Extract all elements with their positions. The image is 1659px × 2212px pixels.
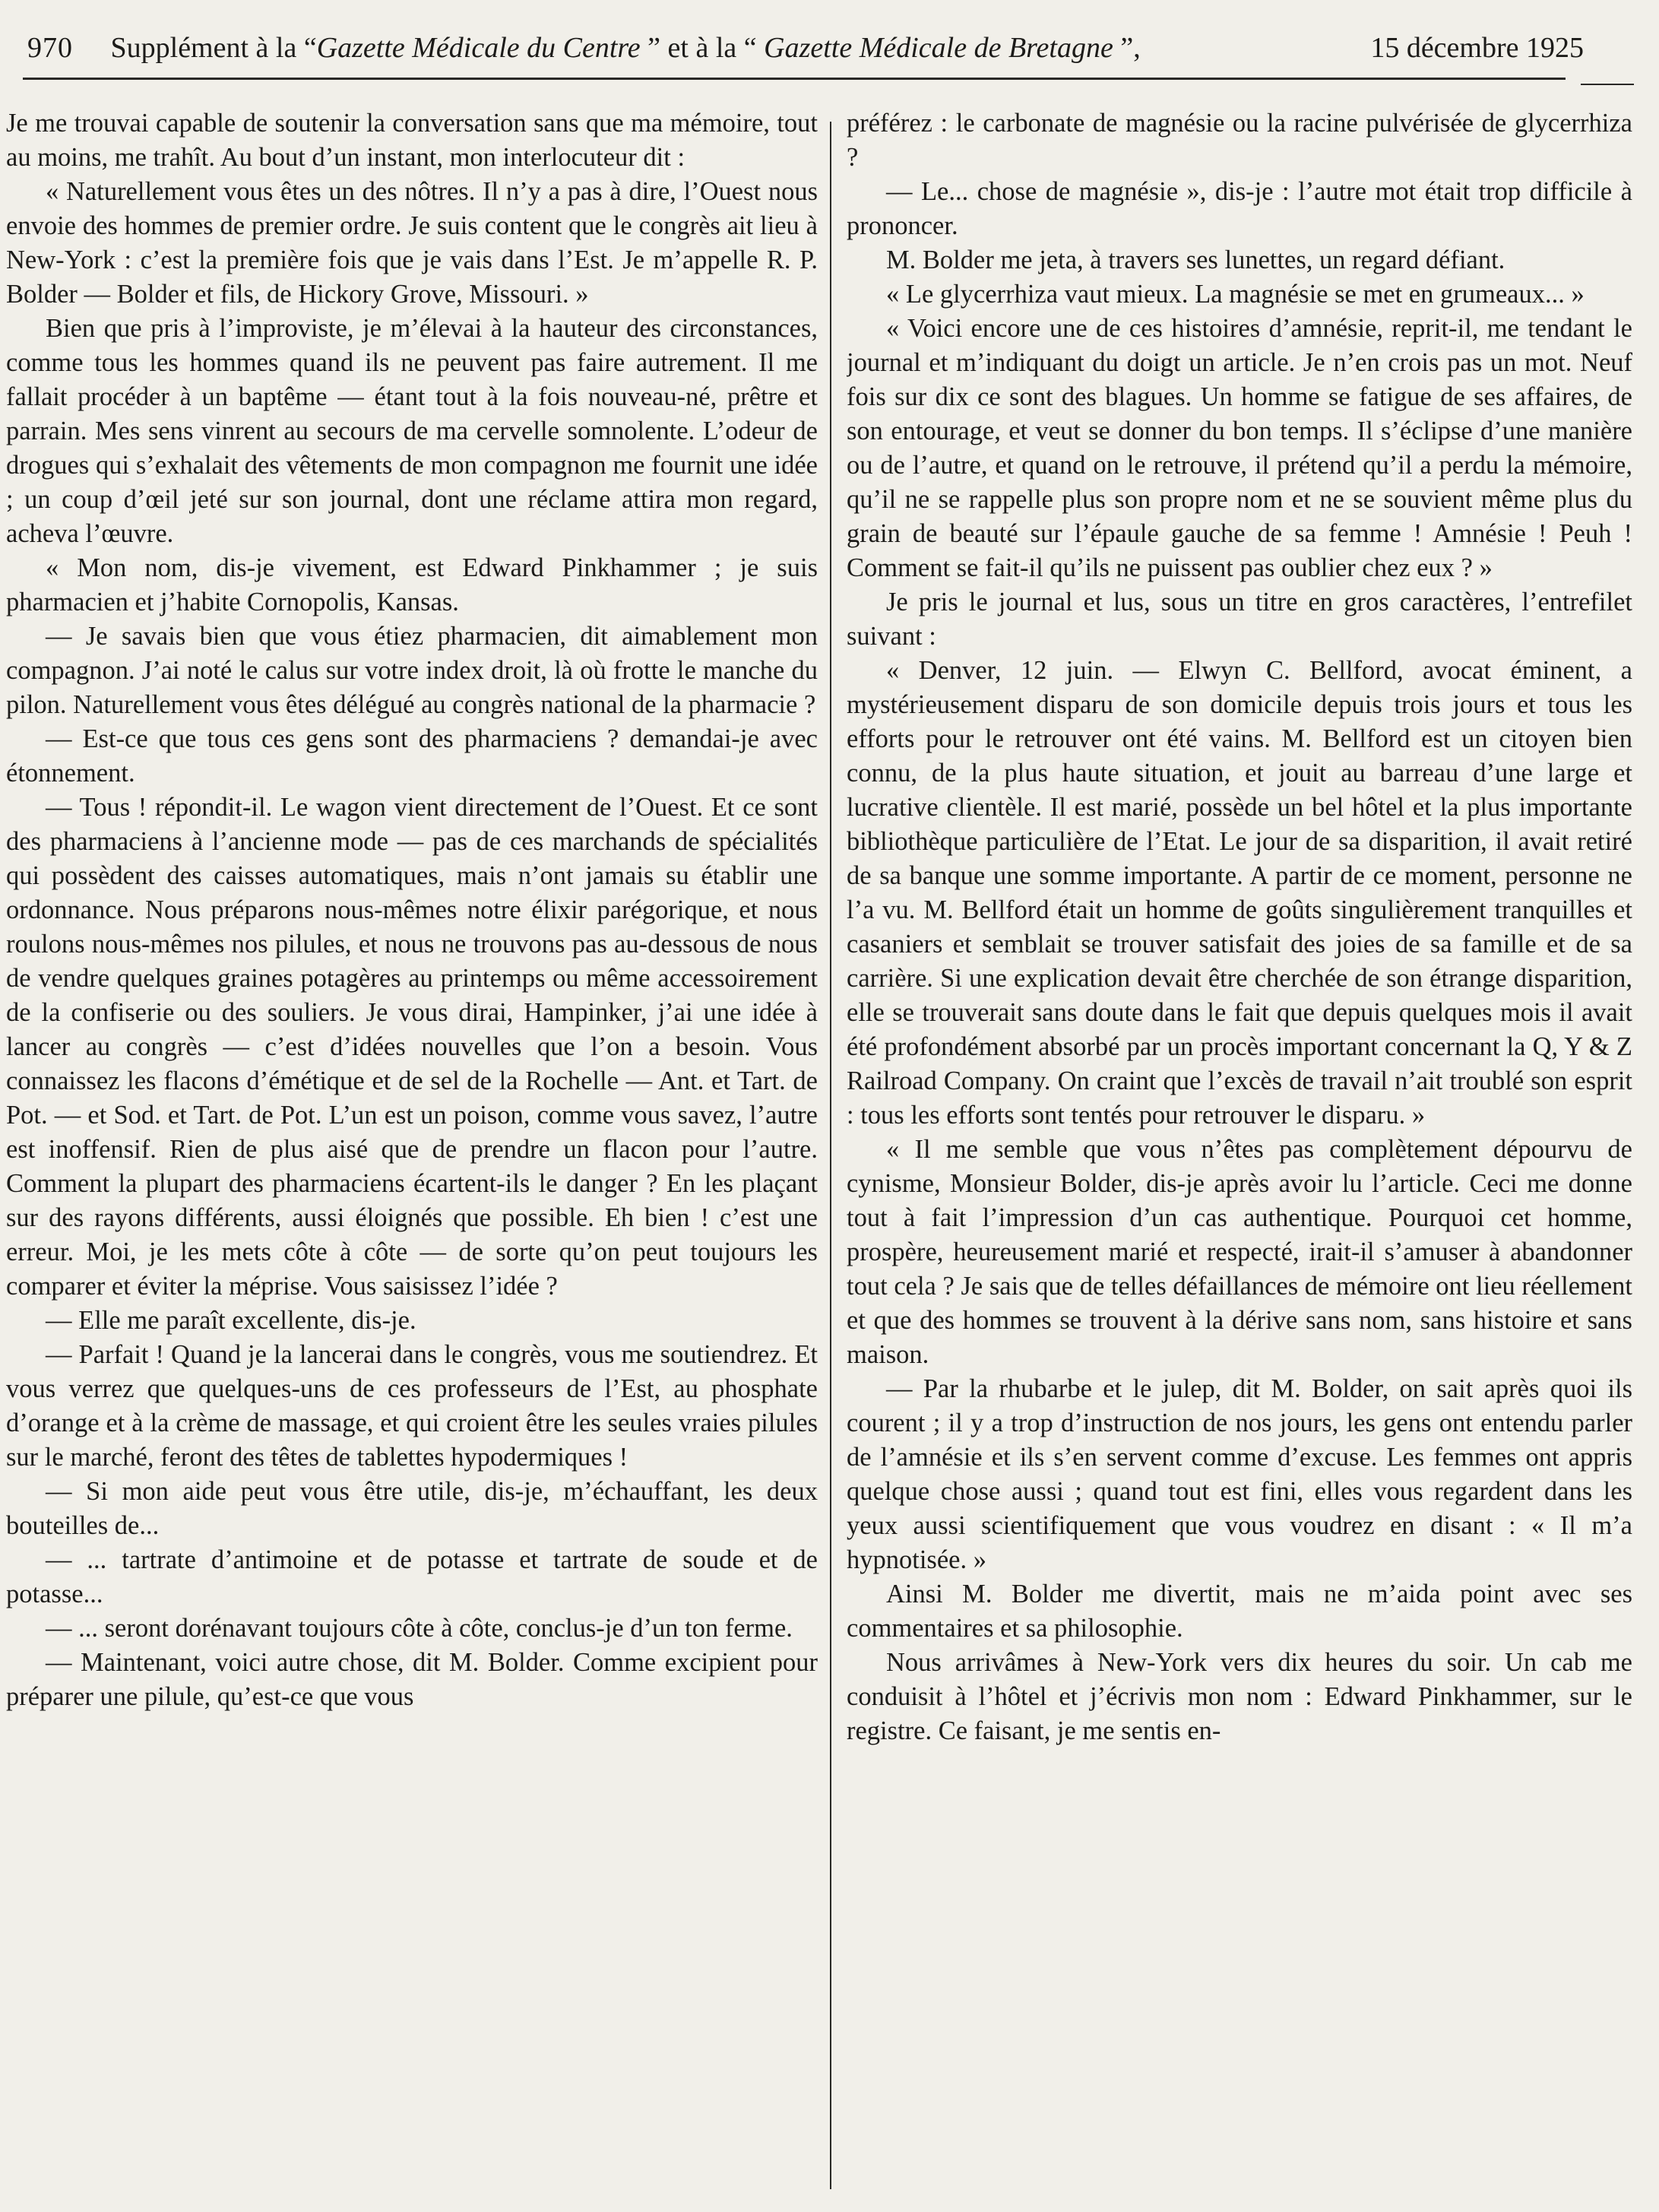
paragraph: « Denver, 12 juin. — Elwyn C. Bellford, avocat éminent, a mystérieusement disparu de son domicile depuis trois jours et tous les efforts pour le retrouver ont été vains. M. Bellford est un citoyen bien connu, de la plus haute situation, et jouit au barreau d’une large et lucrative clientèle. Il est marié, possède un bel hôtel et la plus importante bibliothèque particulière de l’Etat. Le jour de sa disparition, il avait retiré de sa banque une somme importante. A partir de ce moment, personne ne l’a vu. M. Bellford était un homme de goûts singulièrement tranquilles et casaniers et semblait se trouver satisfait des joies de sa famille et de sa carrière. Si une explication devait être cherchée de son étrange disparition, elle se trouverait sans doute dans le fait que depuis quelques mois il avait été profondément absorbé par un procès important concernant la Q, Y & Z Railroad Company. On craint que l’excès de travail n’ait troublé son esprit : tous les efforts sont tentés pour retrouver le disparu. » bbox=[847, 656, 1632, 1130]
issue-date: 15 décembre 1925 bbox=[1370, 32, 1584, 64]
paragraph: — Est-ce que tous ces gens sont des pharmaciens ? demandai-je avec étonnement. bbox=[6, 724, 818, 788]
paragraph: « Voici encore une de ces histoires d’amnésie, reprit-il, me tendant le journal et m’indiquant du doigt un article. Je n’en crois pas un mot. Neuf fois sur dix ce sont des blagues. Un homme se fatigue de ses affaires, de son entourage, et veut se donner du bon temps. Il s’éclipse d’une manière ou de l’autre, et quand on le retrouve, il prétend qu’il a perdu la mémoire, qu’il ne se rappelle plus son propre nom et ne se souvient même plus du grain de beauté sur l’épaule gauche de sa femme ! Amnésie ! Peuh ! Comment se fait-il qu’ils ne puissent pas oublier chez eux ? » bbox=[847, 314, 1632, 582]
paragraph: « Le glycerrhiza vaut mieux. La magnésie se met en grumeaux... » bbox=[886, 280, 1585, 309]
page-number: 970 bbox=[27, 32, 73, 64]
paragraph: — Maintenant, voici autre chose, dit M. Bolder. Comme excipient pour préparer une pilule, qu’est-ce que vous bbox=[6, 1648, 818, 1711]
header-rule bbox=[23, 78, 1566, 80]
margin-rule bbox=[1581, 84, 1634, 85]
column-divider bbox=[830, 122, 831, 2189]
right-column bbox=[847, 106, 1632, 2197]
journal-name-bretagne: Gazette Médicale de Bretagne bbox=[764, 32, 1113, 64]
header-title-prefix: Supplément à la “ bbox=[110, 32, 317, 64]
header-title-suffix: ”, bbox=[1113, 32, 1141, 64]
paragraph: « Il me semble que vous n’êtes pas complètement dépourvu de cynisme, Monsieur Bolder, dis-je après avoir lu l’article. Ceci me donne tout à fait l’impression d’un cas authentique. Pourquoi cet homme, prospère, heureusement marié et respecté, irait-il s’amuser à abandonner tout cela ? Je sais que de telles défaillances de mémoire ont lieu réellement et que des hommes se trouvent à la dérive sans nom, sans histoire et sans maison. bbox=[847, 1135, 1632, 1369]
header-title bbox=[111, 21, 1141, 74]
journal-name-centre: Gazette Médicale du Centre bbox=[316, 32, 641, 64]
paragraph: — Le... chose de magnésie », dis-je : l’autre mot était trop difficile à prononcer. bbox=[847, 177, 1632, 240]
paragraph: — Si mon aide peut vous être utile, dis-je, m’échauffant, les deux bouteilles de... bbox=[6, 1477, 818, 1540]
paragraph: — Tous ! répondit-il. Le wagon vient directement de l’Ouest. Et ce sont des pharmaciens à l’ancienne mode — pas de ces marchands de spécialités qui possèdent des caisses automatiques, mais n’ont jamais su établir une ordonnance. Nous préparons nous-mêmes notre élixir parégorique, et nous roulons nous-mêmes nos pilules, et nous ne trouvons pas au-dessous de nous de vendre quelques graines potagères au printemps ou même accessoirement de la confiserie ou des souliers. Je vous dirai, Hampinker, j’ai une idée à lancer au congrès — c’est d’idées nouvelles que l’on a besoin. Vous connaissez les flacons d’émétique et de sel de la Rochelle — Ant. et Tart. de Pot. — et Sod. et Tart. de Pot. L’un est un poison, comme vous savez, l’autre est inoffensif. Rien de plus aisé que de prendre un flacon pour l’autre. Comment la plupart des pharmaciens écartent-ils le danger ? En les plaçant sur des rayons différents, aussi éloignés que possible. Eh bien ! c’est une erreur. Moi, je les mets côte à côte — de sorte qu’on peut toujours les comparer et éviter la méprise. Vous saisissez l’idée ? bbox=[6, 793, 818, 1301]
paragraph: Je me trouvai capable de soutenir la conversation sans que ma mémoire, tout au moins, me trahît. Au bout d’un instant, mon interlocuteur dit : bbox=[6, 109, 818, 172]
paragraph: — ... seront dorénavant toujours côte à côte, conclus-je d’un ton ferme. bbox=[46, 1614, 793, 1643]
paragraph: M. Bolder me jeta, à travers ses lunettes, un regard défiant. bbox=[886, 246, 1505, 274]
paragraph: — Par la rhubarbe et le julep, dit M. Bolder, on sait après quoi ils courent ; il y a trop d’instruction de nos jours, les gens ont entendu parler de l’amnésie et ils s’en servent comme d’excuse. Les femmes ont appris quelque chose aussi ; quand tout est fini, elles vous regardent dans les yeux aussi scientifiquement que vous voudrez en disant : « Il m’a hypnotisée. » bbox=[847, 1374, 1632, 1574]
paragraph: Nous arrivâmes à New-York vers dix heures du soir. Un cab me conduisit à l’hôtel et j’écrivis mon nom : Edward Pinkhammer, sur le registre. Ce faisant, je me sentis en- bbox=[847, 1648, 1632, 1745]
paragraph: Je pris le journal et lus, sous un titre en gros caractères, l’entrefilet suivant : bbox=[847, 588, 1632, 651]
paragraph: Ainsi M. Bolder me divertit, mais ne m’aida point avec ses commentaires et sa philosophie. bbox=[847, 1580, 1632, 1643]
left-column bbox=[6, 106, 818, 2197]
page-header bbox=[27, 21, 1593, 74]
paragraph: — ... tartrate d’antimoine et de potasse et tartrate de soude et de potasse... bbox=[6, 1545, 818, 1608]
paragraph: préférez : le carbonate de magnésie ou la racine pulvérisée de glycerrhiza ? bbox=[847, 109, 1632, 172]
paragraph: « Mon nom, dis-je vivement, est Edward Pinkhammer ; je suis pharmacien et j’habite Cornopolis, Kansas. bbox=[6, 553, 818, 616]
paragraph: — Elle me paraît excellente, dis-je. bbox=[46, 1306, 416, 1335]
header-title-mid: ” et à la “ bbox=[640, 32, 765, 64]
paragraph: — Parfait ! Quand je la lancerai dans le congrès, vous me soutiendrez. Et vous verrez que quelques-uns de ces professeurs de l’Est, au phosphate d’orange et à la crème de massage, et qui croient être les seules vraies pilules sur le marché, feront des têtes de tablettes hypodermiques ! bbox=[6, 1340, 818, 1472]
paragraph: Bien que pris à l’improviste, je m’élevai à la hauteur des circonstances, comme tous les hommes quand ils ne peuvent pas faire autrement. Il me fallait procéder à un baptême — étant tout à la fois nouveau-né, prêtre et parrain. Mes sens vinrent au secours de ma cervelle somnolente. L’odeur de drogues qui s’exhalait des vêtements de mon compagnon me fournit une idée ; un coup d’œil jeté sur son journal, dont une réclame attira mon regard, acheva l’œuvre. bbox=[6, 314, 818, 548]
paragraph: — Je savais bien que vous étiez pharmacien, dit aimablement mon compagnon. J’ai noté le calus sur votre index droit, là où frotte le manche du pilon. Naturellement vous êtes délégué au congrès national de la pharmacie ? bbox=[6, 622, 818, 719]
paragraph: « Naturellement vous êtes un des nôtres. Il n’y a pas à dire, l’Ouest nous envoie des hommes de premier ordre. Je suis content que le congrès ait lieu à New-York : c’est la première fois que je vais dans l’Est. Je m’appelle R. P. Bolder — Bolder et fils, de Hickory Grove, Missouri. » bbox=[6, 177, 818, 309]
